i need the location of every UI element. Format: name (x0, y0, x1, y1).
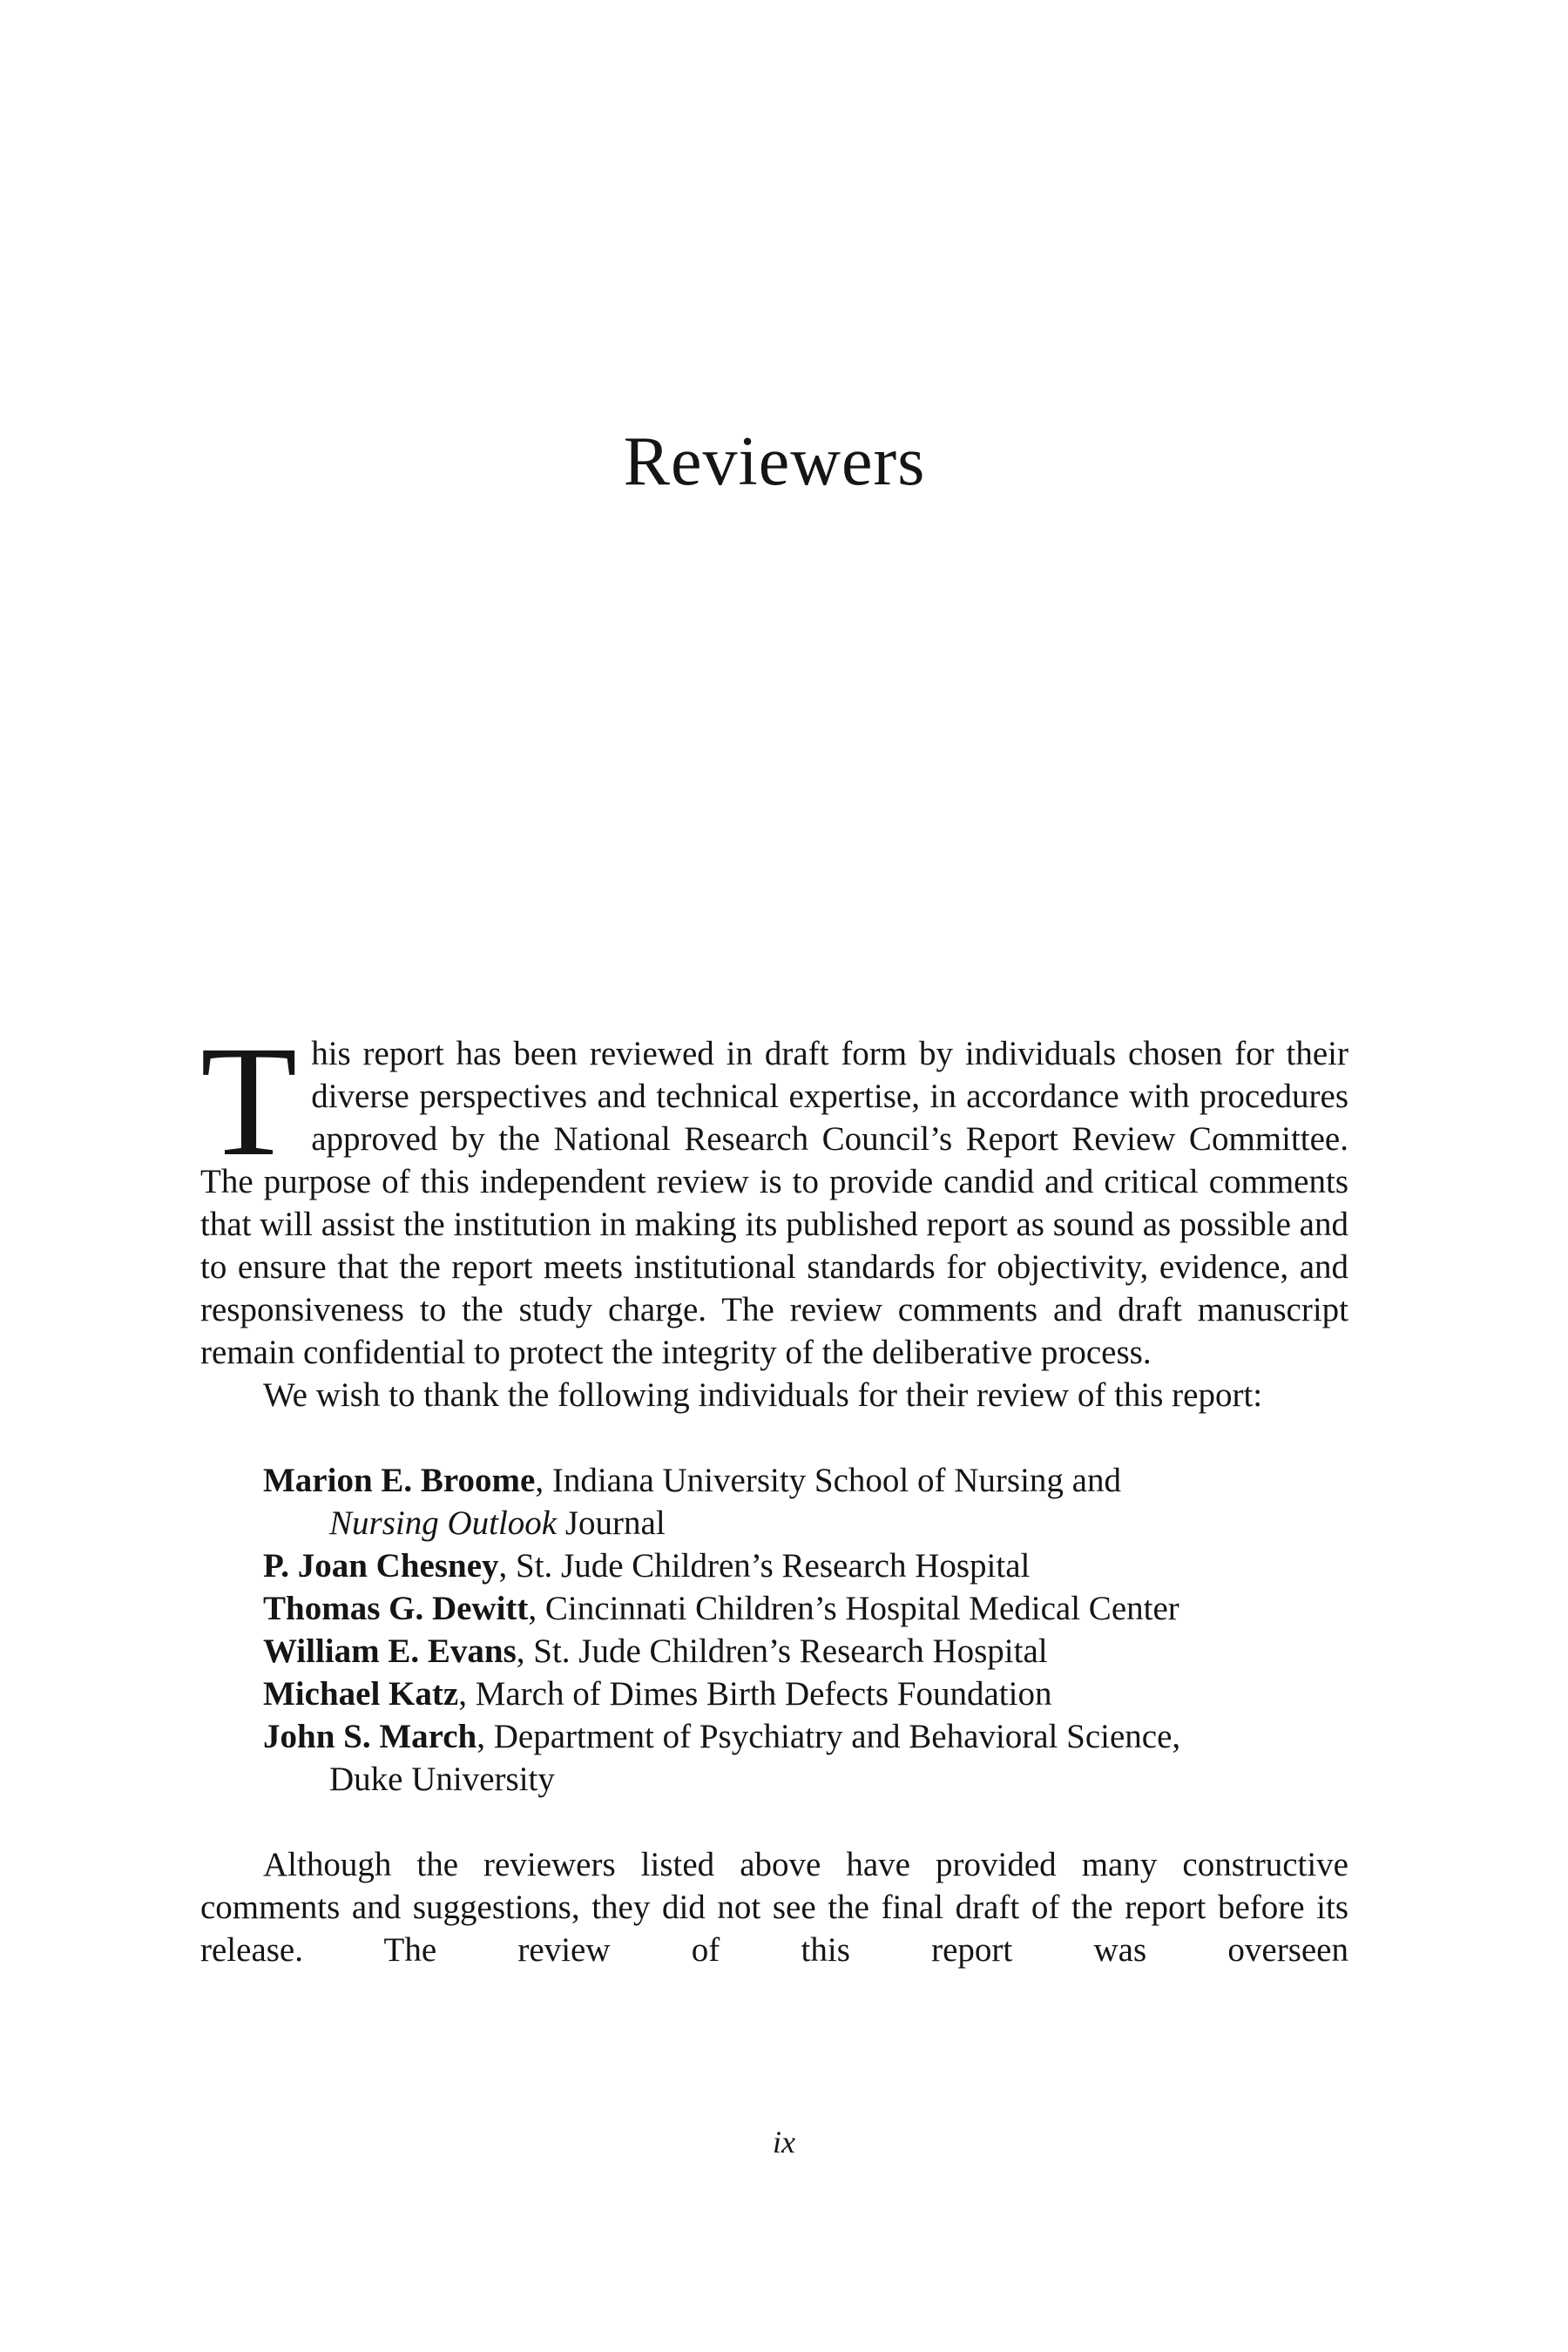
reviewer-list (263, 1459, 1348, 1801)
thanks-paragraph: We wish to thank the following individuals for their review of this report: (263, 1376, 1263, 1414)
page-number: ix (773, 2125, 795, 2159)
reviewer-entry (263, 1459, 1348, 1544)
intro-paragraph (200, 1014, 1348, 1374)
reviewer-name: Marion E. Broome (263, 1462, 536, 1499)
reviewer-line (263, 1587, 1348, 1630)
reviewer-line-continued (329, 1758, 1348, 1801)
reviewer-name: Michael Katz (263, 1675, 459, 1713)
drop-cap: T (200, 1014, 298, 1189)
reviewer-entry (263, 1587, 1348, 1630)
reviewer-line (263, 1459, 1348, 1502)
reviewer-affiliation-continued: Duke University (329, 1761, 555, 1798)
reviewer-line-continued (329, 1502, 1348, 1544)
reviewer-entry (263, 1715, 1348, 1801)
reviewer-entry (263, 1544, 1348, 1587)
intro-text: his report has been reviewed in draft form by individuals chosen for their diverse perspectives and technical expertise, in accordance with procedures approved by the National Research Council’s Report Review Committee. The purpose of this independent review is to provide candid and critical comments that will assist the institution in making its published report as sound as possible and to ensure that the report meets institutional standards for objectivity, evidence, and responsiveness to the study charge. The review comments and draft manuscript remain confidential to protect the integrity of the deliberative process. (200, 1035, 1348, 1371)
reviewer-affiliation: , Department of Psychiatry and Behavioral Science, (476, 1718, 1181, 1755)
page-title: Reviewers (623, 423, 926, 500)
reviewer-name: Thomas G. Dewitt (263, 1590, 529, 1627)
reviewer-affiliation: , Indiana University School of Nursing and (535, 1462, 1121, 1499)
reviewer-line (263, 1630, 1348, 1673)
reviewer-affiliation: , March of Dimes Birth Defects Foundation (458, 1675, 1052, 1713)
page-body (200, 1014, 1348, 1971)
reviewer-entry (263, 1630, 1348, 1673)
reviewer-entry (263, 1673, 1348, 1715)
reviewer-affiliation-continued: Journal (557, 1504, 666, 1542)
closing-paragraph: Although the reviewers listed above have provided many constructive comments and suggestions, they did not see the final draft of the report before its release. The review of this report was overseen (200, 1846, 1348, 1969)
reviewer-affiliation: , St. Jude Children’s Research Hospital (498, 1547, 1031, 1585)
reviewer-line (263, 1673, 1348, 1715)
reviewer-affiliation: , St. Jude Children’s Research Hospital (516, 1632, 1048, 1670)
reviewer-line (263, 1544, 1348, 1587)
journal-name: Nursing Outlook (329, 1504, 558, 1542)
reviewer-affiliation: , Cincinnati Children’s Hospital Medical Center (528, 1590, 1179, 1627)
reviewer-name: P. Joan Chesney (263, 1547, 499, 1585)
reviewer-line (263, 1715, 1348, 1758)
reviewer-name: William E. Evans (263, 1632, 517, 1670)
reviewer-name: John S. March (263, 1718, 477, 1755)
